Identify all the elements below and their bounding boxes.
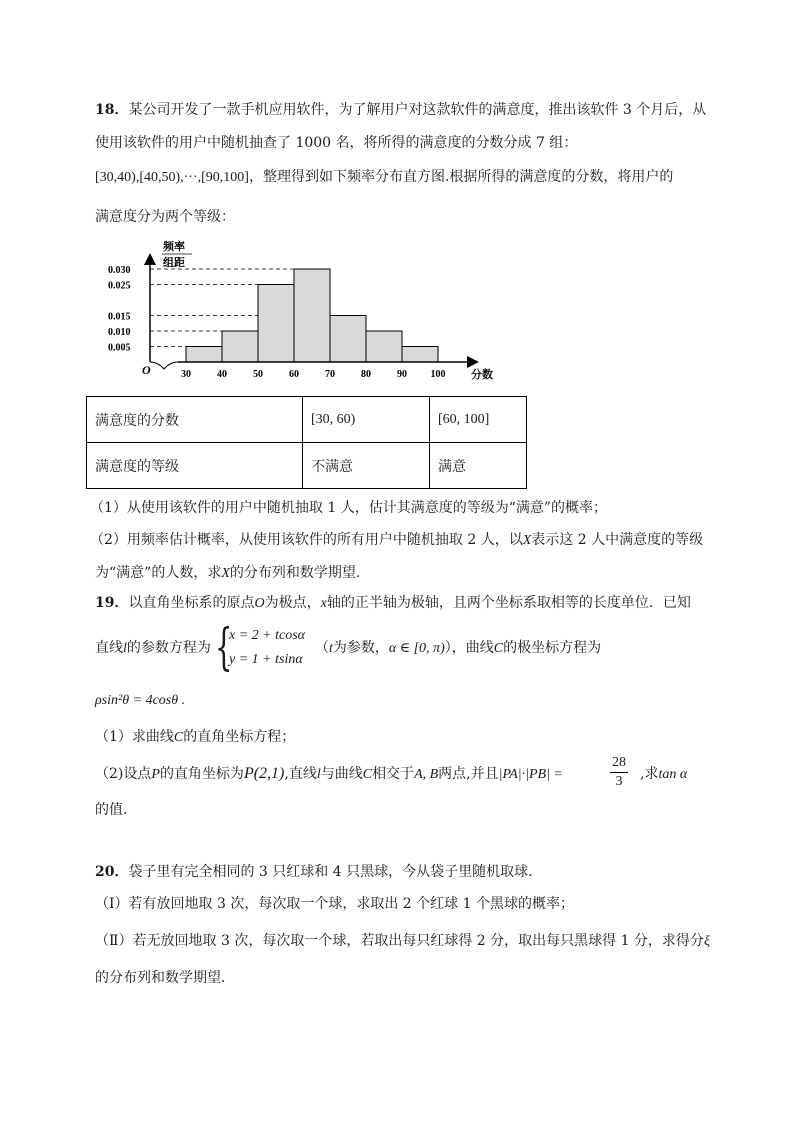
table-cell: 满意度的分数 [87,397,303,443]
q18-sub2-line2 [95,563,360,584]
satisfaction-grade-table [86,396,527,489]
frequency-histogram [100,238,510,386]
histogram-bar-40-50 [222,331,258,362]
x-tick-label: 50 [253,369,263,380]
param-eq-x: x = 2 + tcosα [229,628,306,643]
var-o: O [254,596,265,611]
q19-text: 的直角坐标为 [159,766,244,782]
polar-equation: ρsin²θ = 4cosθ . [95,693,186,708]
q18-line2: 使用该软件的用户中随机抽查了 1000 名，将所得的满意度的分数分成 7 组： [95,135,578,151]
q18-sub2-text: 表示这 2 人中满意度的等级 [531,532,704,548]
y-axis-label-bottom: 组距 [163,257,185,269]
q18-number: 18． [95,102,129,118]
var-c: C [493,641,504,656]
q18-text-1: 某公司开发了一款手机应用软件，为了解用户对这款软件的满意度，推出该软件 3 个月后，从 [128,102,707,118]
q19-sub1 [95,727,295,748]
x-tick-label: 70 [325,369,335,380]
table-row [87,397,527,443]
histogram-bar-50-60 [258,285,294,363]
var-l: l [316,767,321,782]
table-cell: 满意度的等级 [87,443,303,489]
q19-line1 [95,593,691,614]
q20-sub2-line1 [95,931,710,952]
alpha-range: α ∈ [0, π) [388,641,445,656]
var-xi: ξ [703,934,710,949]
y-tick-label: 0.030 [108,265,131,276]
q18-sub1: （1）从使用该软件的用户中随机抽取 1 人，估计其满意度的等级为“满意”的概率； [90,500,608,516]
table-row [87,443,527,489]
point-p: P(2,1) [243,765,285,782]
y-tick-label: 0.025 [108,280,131,292]
q18-line1 [95,100,706,120]
q19-text: （1）求曲线 [95,729,174,745]
fraction-denominator: 3 [615,774,623,789]
q19-number: 19． [95,595,129,611]
q20-number: 20． [95,864,129,880]
y-tick-label: 0.010 [108,327,131,338]
q19-text: 轴的正半轴为极轴，且两个坐标系取相等的长度单位．已知 [326,595,691,611]
x-axis-label: 分数 [471,369,493,381]
origin-label: O [142,363,151,377]
q18-interval-math: [30,40),[40,50),···,[90,100] [95,170,249,185]
table-cell: [60, 100] [430,397,527,443]
q19-text: 为参数， [332,640,389,656]
q19-text: ），曲线 [444,640,494,656]
y-axis-label-top: 频率 [163,241,185,253]
x-tick-label: 30 [181,369,191,380]
var-l: l [123,641,127,656]
q19-text: 为极点， [264,595,321,611]
q19-text: 两点,并且 [438,766,499,782]
histogram-bar-60-70 [294,269,330,362]
q19-line2 [95,638,211,659]
histogram-bar-80-90 [366,331,402,362]
q20-sub1: （Ⅰ）若有放回地取 3 次，每次取一个球，求取出 2 个红球 1 个黑球的概率； [95,896,574,912]
var-x: X [221,566,230,581]
q19-line2-tail [315,638,601,659]
tan-alpha: tan α [658,767,688,782]
q19-text: 直线 [95,640,123,656]
var-c: C [362,767,373,782]
product-expression: |PA|·|PB| = [498,767,563,782]
q19-text: 的参数方程为 [126,640,211,656]
histogram-bar-90-100 [402,347,438,363]
y-tick-label: 0.015 [108,311,131,323]
q19-text: 相交于 [372,766,415,782]
histogram-bar-70-80 [330,316,366,363]
system-brace: { [215,618,233,676]
q20-sub2-line2: 的分布列和数学期望． [95,970,235,986]
q19-text: 的直角坐标方程； [183,729,296,745]
fraction-28-3 [610,754,628,791]
points-ab: A, B [414,767,439,782]
var-c: C [173,730,184,745]
q20-line1 [95,862,542,882]
x-tick-label: 60 [289,369,299,380]
param-eq-y: y = 1 + tsinα [229,652,303,667]
q18-sub2-line1 [90,530,703,551]
x-tick-label: 80 [361,369,371,380]
q19-text: 的极坐标方程为 [503,640,602,656]
q18-sub2-text: 的分布列和数学期望. [229,565,361,581]
q18-line4: 满意度分为两个等级： [95,209,235,225]
q18-line3 [95,167,673,188]
q19-text: （2)设点 [95,766,152,782]
var-x: X [522,533,532,548]
q18-sub2-text: 为“满意”的人数，求 [95,565,222,581]
histogram-bar-30-40 [186,347,222,363]
x-tick-label: 90 [397,369,407,380]
q18-sub2-text: （2）用频率估计概率，从使用该软件的所有用户中随机抽取 2 人，以 [90,532,523,548]
x-tick-label: 40 [217,369,227,380]
fraction-numerator: 28 [610,754,628,773]
q19-text: ,直线 [284,766,317,782]
q19-text: （ [315,640,329,656]
q19-sub2 [95,764,563,785]
table-cell: 满意 [430,443,527,489]
x-tick-label: 100 [430,369,446,380]
q20-text: （Ⅱ）若无放回地取 3 次，每次取一个球，若取出每只红球得 2 分，取出每只黑球得 1 分，求得分 [95,933,704,949]
q19-sub2-line2: 的值. [95,802,128,818]
q19-text: 以直角坐标系的原点 [128,595,255,611]
table-cell: [30, 60) [303,397,430,443]
q19-text: 与曲线 [320,766,363,782]
var-t: t [329,641,333,656]
q18-text-3: ，整理得到如下频率分布直方图.根据所得的满意度的分数，将用户的 [248,169,674,185]
q20-text: 袋子里有完全相同的 3 只红球和 4 只黑球，今从袋子里随机取球． [128,864,543,880]
table-cell: 不满意 [303,443,430,489]
var-x: x [320,596,327,611]
y-tick-label: 0.005 [108,342,131,354]
q19-text: ,求 [640,766,659,782]
q19-sub2-tail [640,764,687,785]
axis-break [150,362,178,369]
var-p: P [151,767,160,782]
